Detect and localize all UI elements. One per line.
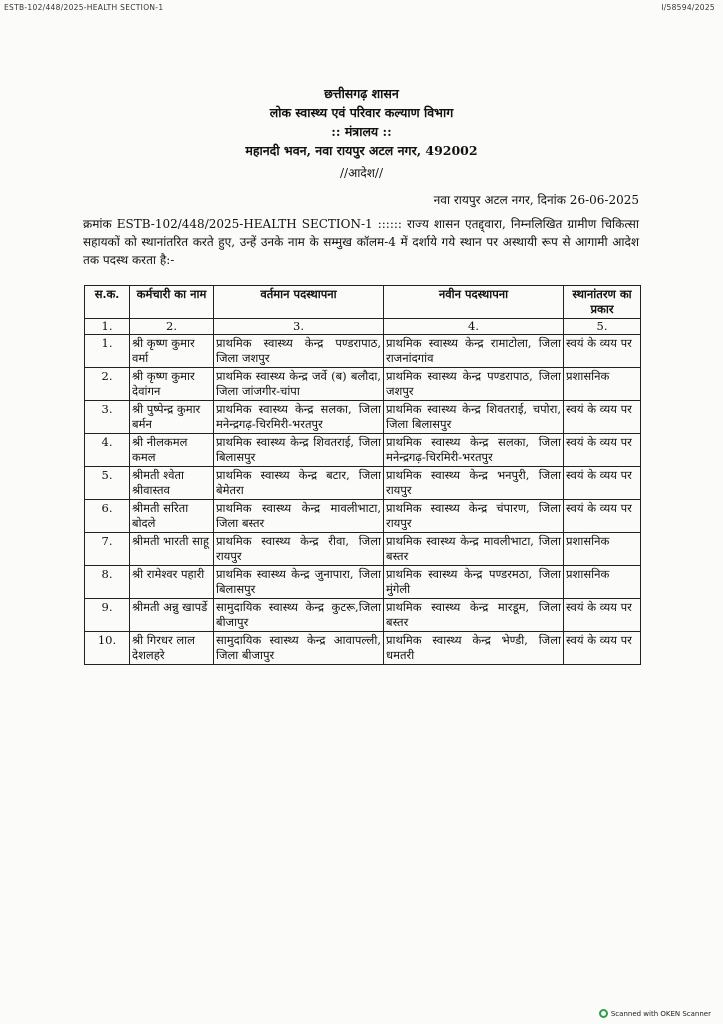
new-posting-cell: प्राथमिक स्वास्थ्य केन्द्र चंपारण, जिला रायपुर bbox=[384, 500, 564, 533]
new-posting-cell: प्राथमिक स्वास्थ्य केन्द्र पण्डरमठा, जिला मुंगेली bbox=[384, 566, 564, 599]
transfer-type-cell: प्रशासनिक bbox=[564, 566, 641, 599]
file-reference-right: I/58594/2025 bbox=[661, 3, 715, 12]
transfer-type-cell: स्वयं के व्यय पर bbox=[564, 401, 641, 434]
serial-number-cell: 5. bbox=[85, 467, 130, 500]
org-line-address: महानदी भवन, नवा रायपुर अटल नगर, 492002 bbox=[245, 143, 478, 158]
transfer-type-cell: स्वयं के व्यय पर bbox=[564, 500, 641, 533]
transfer-table bbox=[84, 285, 641, 665]
current-posting-cell: प्राथमिक स्वास्थ्य केन्द्र सलका, जिला मनेन्द्रगढ़-चिरमिरी-भरतपुर bbox=[214, 401, 384, 434]
employee-name-cell: श्री रामेश्वर पहारी bbox=[130, 566, 214, 599]
column-number: 4. bbox=[384, 319, 564, 335]
new-posting-cell: प्राथमिक स्वास्थ्य केन्द्र भनपुरी, जिला रायपुर bbox=[384, 467, 564, 500]
current-posting-cell: प्राथमिक स्वास्थ्य केन्द्र शिवतराई, जिला बिलासपुर bbox=[214, 434, 384, 467]
serial-number-cell: 4. bbox=[85, 434, 130, 467]
order-title: //आदेश// bbox=[340, 166, 383, 180]
new-posting-cell: प्राथमिक स्वास्थ्य केन्द्र पण्डरापाठ, जिला जशपुर bbox=[384, 368, 564, 401]
current-posting-cell: सामुदायिक स्वास्थ्य केन्द्र कुटरू,जिला बीजापुर bbox=[214, 599, 384, 632]
employee-name-cell: श्रीमती सरिता बोदले bbox=[130, 500, 214, 533]
serial-number-cell: 7. bbox=[85, 533, 130, 566]
transfer-type-cell: स्वयं के व्यय पर bbox=[564, 467, 641, 500]
header-new-posting: नवीन पदस्थापना bbox=[384, 286, 564, 319]
transfer-type-cell: स्वयं के व्यय पर bbox=[564, 632, 641, 665]
header-employee-name: कर्मचारी का नाम bbox=[130, 286, 214, 319]
serial-number-cell: 1. bbox=[85, 335, 130, 368]
table-row bbox=[85, 434, 641, 467]
employee-name-cell: श्री कृष्ण कुमार देवांगन bbox=[130, 368, 214, 401]
header-serial: स.क. bbox=[85, 286, 130, 319]
serial-number-cell: 10. bbox=[85, 632, 130, 665]
table-row bbox=[85, 599, 641, 632]
new-posting-cell: प्राथमिक स्वास्थ्य केन्द्र रामाटोला, जिला राजनांदगांव bbox=[384, 335, 564, 368]
table-row bbox=[85, 335, 641, 368]
new-posting-cell: प्राथमिक स्वास्थ्य केन्द्र भेण्डी, जिला धमतरी bbox=[384, 632, 564, 665]
current-posting-cell: प्राथमिक स्वास्थ्य केन्द्र पण्डरापाठ, जिला जशपुर bbox=[214, 335, 384, 368]
table-row bbox=[85, 401, 641, 434]
table-row bbox=[85, 632, 641, 665]
new-posting-cell: प्राथमिक स्वास्थ्य केन्द्र मारडूम, जिला बस्तर bbox=[384, 599, 564, 632]
table-header-row bbox=[85, 286, 641, 319]
date-line: नवा रायपुर अटल नगर, दिनांक 26-06-2025 bbox=[433, 193, 639, 207]
serial-number-cell: 9. bbox=[85, 599, 130, 632]
current-posting-cell: प्राथमिक स्वास्थ्य केन्द्र बटार, जिला बेमेतरा bbox=[214, 467, 384, 500]
order-intro-paragraph: क्रमांक ESTB-102/448/2025-HEALTH SECTION-1 :::::: राज्य शासन एतद्द्वारा, निम्नलिखित ग्रामीण चिकित्सा सहायकों को स्थानांतरित करते हुए, उन्हें उनके नाम के सम्मुख कॉलम-4 में दर्शाये गये स्थान पर अस्थायी रूप से आगामी आदेश तक पदस्थ करता है:- bbox=[83, 217, 639, 267]
serial-number-cell: 3. bbox=[85, 401, 130, 434]
org-line-department: लोक स्वास्थ्य एवं परिवार कल्याण विभाग bbox=[269, 105, 454, 120]
serial-number-cell: 2. bbox=[85, 368, 130, 401]
column-number-row bbox=[85, 319, 641, 335]
table-row bbox=[85, 533, 641, 566]
scanner-logo-icon bbox=[599, 1009, 608, 1018]
transfer-type-cell: स्वयं के व्यय पर bbox=[564, 599, 641, 632]
scanner-watermark bbox=[599, 1009, 711, 1018]
table-row bbox=[85, 500, 641, 533]
new-posting-cell: प्राथमिक स्वास्थ्य केन्द्र मावलीभाटा, जिला बस्तर bbox=[384, 533, 564, 566]
current-posting-cell: प्राथमिक स्वास्थ्य केन्द्र मावलीभाटा, जिला बस्तर bbox=[214, 500, 384, 533]
current-posting-cell: प्राथमिक स्वास्थ्य केन्द्र जुनापारा, जिला बिलासपुर bbox=[214, 566, 384, 599]
file-reference-left: ESTB-102/448/2025-HEALTH SECTION-1 bbox=[4, 3, 164, 12]
new-posting-cell: प्राथमिक स्वास्थ्य केन्द्र शिवतराई, चपोरा, जिला बिलासपुर bbox=[384, 401, 564, 434]
current-posting-cell: सामुदायिक स्वास्थ्य केन्द्र आवापल्ली, जिला बीजापुर bbox=[214, 632, 384, 665]
column-number: 3. bbox=[214, 319, 384, 335]
header-current-posting: वर्तमान पदस्थापना bbox=[214, 286, 384, 319]
transfer-type-cell: स्वयं के व्यय पर bbox=[564, 434, 641, 467]
employee-name-cell: श्रीमती अन्नु खापर्डे bbox=[130, 599, 214, 632]
table-row bbox=[85, 368, 641, 401]
current-posting-cell: प्राथमिक स्वास्थ्य केन्द्र रीवा, जिला रायपुर bbox=[214, 533, 384, 566]
header-transfer-type: स्थानांतरण का प्रकार bbox=[564, 286, 641, 319]
transfer-type-cell: स्वयं के व्यय पर bbox=[564, 335, 641, 368]
employee-name-cell: श्री कृष्ण कुमार वर्मा bbox=[130, 335, 214, 368]
employee-name-cell: श्रीमती भारती साहू bbox=[130, 533, 214, 566]
column-number: 5. bbox=[564, 319, 641, 335]
transfer-type-cell: प्रशासनिक bbox=[564, 368, 641, 401]
serial-number-cell: 6. bbox=[85, 500, 130, 533]
employee-name-cell: श्री पुष्पेन्द्र कुमार बर्मन bbox=[130, 401, 214, 434]
org-line-ministry: :: मंत्रालय :: bbox=[331, 124, 392, 139]
scanner-text: Scanned with OKEN Scanner bbox=[610, 1009, 711, 1018]
org-line-state: छत्तीसगढ़ शासन bbox=[324, 86, 399, 101]
serial-number-cell: 8. bbox=[85, 566, 130, 599]
current-posting-cell: प्राथमिक स्वास्थ्य केन्द्र जर्वे (ब) बलौदा, जिला जांजगीर-चांपा bbox=[214, 368, 384, 401]
column-number: 1. bbox=[85, 319, 130, 335]
table-row bbox=[85, 566, 641, 599]
employee-name-cell: श्रीमती श्वेता श्रीवास्तव bbox=[130, 467, 214, 500]
organization-header bbox=[0, 84, 723, 160]
employee-name-cell: श्री गिरधर लाल देशलहरे bbox=[130, 632, 214, 665]
table-row bbox=[85, 467, 641, 500]
column-number: 2. bbox=[130, 319, 214, 335]
transfer-type-cell: प्रशासनिक bbox=[564, 533, 641, 566]
new-posting-cell: प्राथमिक स्वास्थ्य केन्द्र सलका, जिला मनेन्द्रगढ़-चिरमिरी-भरतपुर bbox=[384, 434, 564, 467]
employee-name-cell: श्री नीलकमल कमल bbox=[130, 434, 214, 467]
